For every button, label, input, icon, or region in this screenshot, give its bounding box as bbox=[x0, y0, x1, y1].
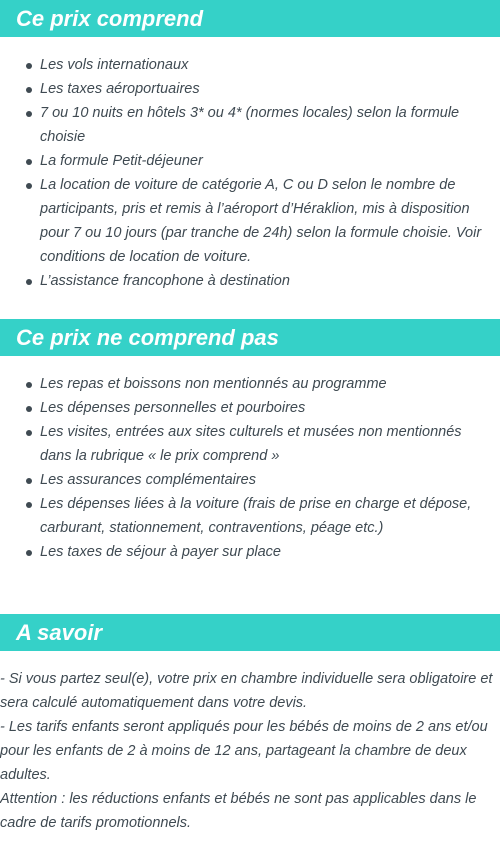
bullet-icon bbox=[26, 111, 32, 117]
included-section bbox=[0, 0, 500, 293]
list-item: Les visites, entrées aux sites culturels et musées non mentionnés dans la rubrique « le prix comprend » bbox=[0, 420, 500, 468]
list-item: Les assurances complémentaires bbox=[0, 468, 500, 492]
list-item: Les dépenses personnelles et pourboires bbox=[0, 396, 500, 420]
bullet-icon bbox=[26, 502, 32, 508]
list-item: Les repas et boissons non mentionnés au programme bbox=[0, 372, 500, 396]
list-item: La location de voiture de catégorie A, C ou D selon le nombre de participants, pris et remis à l’aéroport d’Héraklion, mis à disposition pour 7 ou 10 jours (par tranche de 24h) selon la formule choisie. Voir conditions de location de voiture. bbox=[0, 173, 500, 269]
info-paragraph: - Les tarifs enfants seront appliqués pour les bébés de moins de 2 ans et/ou pour les enfants de 2 à moins de 12 ans, partageant la chambre de deux adultes. bbox=[0, 719, 488, 783]
to-know-body bbox=[0, 667, 500, 835]
bullet-icon bbox=[26, 478, 32, 484]
list-item: Les vols internationaux bbox=[0, 53, 500, 77]
bullet-icon bbox=[26, 279, 32, 285]
bullet-icon bbox=[26, 159, 32, 165]
list-item: L’assistance francophone à destination bbox=[0, 269, 500, 293]
included-heading: Ce prix comprend bbox=[0, 0, 500, 37]
bullet-icon bbox=[26, 382, 32, 388]
not-included-section bbox=[0, 319, 500, 564]
bullet-icon bbox=[26, 183, 32, 189]
bullet-icon bbox=[26, 430, 32, 436]
list-item: Les dépenses liées à la voiture (frais de prise en charge et dépose, carburant, stationnement, contraventions, péage etc.) bbox=[0, 492, 500, 540]
to-know-heading: A savoir bbox=[0, 614, 500, 651]
bullet-icon bbox=[26, 87, 32, 93]
not-included-heading: Ce prix ne comprend pas bbox=[0, 319, 500, 356]
bullet-icon bbox=[26, 406, 32, 412]
not-included-list bbox=[0, 372, 500, 564]
bullet-icon bbox=[26, 63, 32, 69]
to-know-section bbox=[0, 614, 500, 835]
list-item: Les taxes de séjour à payer sur place bbox=[0, 540, 500, 564]
info-paragraph: Attention : les réductions enfants et bébés ne sont pas applicables dans le cadre de tarifs promotionnels. bbox=[0, 791, 477, 831]
included-list bbox=[0, 53, 500, 293]
list-item: La formule Petit-déjeuner bbox=[0, 149, 500, 173]
list-item: 7 ou 10 nuits en hôtels 3* ou 4* (normes locales) selon la formule choisie bbox=[0, 101, 500, 149]
list-item: Les taxes aéroportuaires bbox=[0, 77, 500, 101]
bullet-icon bbox=[26, 550, 32, 556]
info-paragraph: - Si vous partez seul(e), votre prix en chambre individuelle sera obligatoire et sera calculé automatiquement dans votre devis. bbox=[0, 671, 493, 711]
